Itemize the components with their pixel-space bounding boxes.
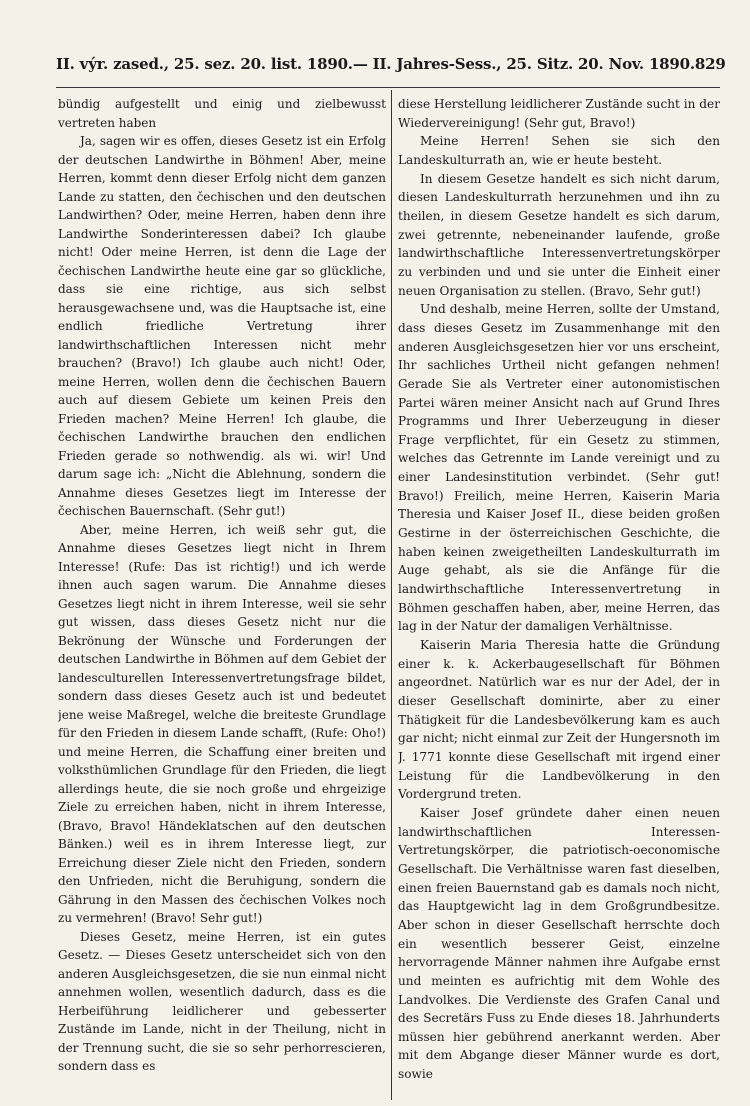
paragraph: Aber, meine Herren, ich weiß sehr gut, die Annahme dieses Gesetzes liegt nicht in Ihrem Interesse! (Rufe: Das ist richtig!) und ich werde ihnen auch sagen warum. Die Annahme dieses Gesetzes liegt nicht in ihrem Interesse, weil sie sehr gut wissen, dass dieses Gesetz nicht nur die Bekrönung der Wünsche und Forderungen der deutschen Landwirthe in Böhmen auf dem Gebiet der landesculturellen Interessenvertretungsfrage bildet, sondern dass dieses Gesetz auch ist und bedeutet jene weise Maßregel, welche die breiteste Grundlage für den Frieden in diesem Lande schafft, (Rufe: Oho!) und meine Herren, die Schaffung einer breiten und volksthümlichen Grundlage für den Frieden, die liegt allerdings heute, die sie noch große und ehrgeizige Ziele zu erreichen haben, nicht in ihrem Interesse, (Bravo, Bravo! Händeklatschen auf den deutschen Bänken.) weil es in ihrem Interesse liegt, zur Erreichung dieser Ziele nicht den Frieden, sondern den Unfrieden, nicht die Beruhigung, sondern die Gährung in den Massen des čechischen Volkes noch zu vermehren! (Bravo! Sehr gut!) [58, 522, 386, 925]
left-column [58, 95, 386, 1090]
paragraph: Meine Herren! Sehen sie sich den Landeskulturrath an, wie er heute besteht. [398, 134, 720, 167]
paragraph: Dieses Gesetz, meine Herren, ist ein gutes Gesetz. — Dieses Gesetz unterscheidet sich von den anderen Ausgleichsgesetzen, die sie nun einmal nicht annehmen wollen, wesentlich dadurch, dass es die Herbeiführung leidlicherer und gebesserter Zustände im Lande, nicht in der Theilung, nicht in der Trennung sucht, die sie so sehr perhorrescieren, sondern dass es [58, 929, 386, 1073]
paragraph: Ja, sagen wir es offen, dieses Gesetz ist ein Erfolg der deutschen Landwirthe in Böhmen! Aber, meine Herren, kommt denn dieser Erfolg nicht dem ganzen Lande zu statten, den čechischen und den deutschen Landwirthen? Oder, meine Herren, haben denn ihre Landwirthe Sonderinteressen dabei? Ich glaube nicht! Oder meine Herren, ist denn die Lage der čechischen Landwirthe heute eine gar so glückliche, dass sie eine richtige, aus sich selbst herausgewachsene und, was die Hauptsache ist, eine endlich friedliche Vertretung ihrer landwirthschaftlichen Interessen nicht mehr brauchen? (Bravo!) Ich glaube auch nicht! Oder, meine Herren, wollen denn die čechischen Bauern auch auf diesem Gebiete um keinen Preis den Frieden machen? Meine Herren! Ich glaube, die čechischen Landwirthe brauchen den endlichen Frieden gerade so nothwendig. als wi. wir! Und darum sage ich: „Nicht die Ablehnung, sondern die Annahme dieses Gesetzes liegt im Interesse der čechischen Bauernschaft. (Sehr gut!) [58, 134, 386, 518]
column-divider [391, 90, 392, 1100]
paragraph: Kaiserin Maria Theresia hatte die Gründung einer k. k. Ackerbaugesellschaft für Böhmen angeordnet. Natürlich war es nur der Adel, der in dieser Gesellschaft dominirte, aber zu einer Thätigkeit für die Landesbevölkerung kam es auch gar nicht; nicht einmal zur Zeit der Hungersnoth im J. 1771 konnte diese Gesellschaft mit irgend einer Leistung für die Landbevölkerung in den Vordergrund treten. [398, 638, 720, 802]
page-number: 829 [694, 55, 726, 73]
paragraph: bündig aufgestellt und einig und zielbewusst vertreten haben [58, 97, 386, 130]
right-column [398, 95, 720, 1090]
paragraph: diese Herstellung leidlicherer Zustände sucht in der Wiedervereinigung! (Sehr gut, Bravo!) [398, 97, 720, 130]
header-czech-session: II. výr. zased., 25. sez. 20. list. 1890. [56, 55, 353, 73]
paragraph: In diesem Gesetze handelt es sich nicht darum, diesen Landeskulturrath herzunehmen und ihn zu theilen, in diesem Gesetze handelt es sich darum, zwei getrennte, nebeneinander laufende, große landwirthschaftliche Interessenvertretungskörper zu verbinden und und sie unter die Einheit einer neuen Organisation zu stellen. (Bravo, Sehr gut!) [398, 171, 720, 298]
page-header [56, 49, 726, 79]
header-german-session: — II. Jahres-Sess., 25. Sitz. 20. Nov. 1890. [352, 55, 695, 73]
header-rule [56, 87, 720, 88]
paragraph: Kaiser Josef gründete daher einen neuen landwirthschaftlichen Interessen-Vertretungskörper, die patriotisch-oeconomische Gesellschaft. Die Verhältnisse waren fast dieselben, einen freien Bauernstand gab es damals noch nicht, das Hauptgewicht lag in dem Großgrundbesitze. Aber schon in dieser Gesellschaft herrschte doch ein wesentlich besserer Geist, einzelne hervorragende Männer nahmen ihre Aufgabe ernst und meinten es aufrichtig mit dem Wohle des Landvolkes. Die Verdienste des Grafen Canal und des Secretärs Fuss zu Ende dieses 18. Jahrhunderts müssen hier gebührend anerkannt werden. Aber mit dem Abgange dieser Männer wurde es dort, sowie [398, 805, 720, 1082]
paragraph: Und deshalb, meine Herren, sollte der Umstand, dass dieses Gesetz im Zusammenhange mit den anderen Ausgleichsgesetzen hier vor uns erscheint, Ihr sachliches Urtheil nicht gefangen nehmen! Gerade Sie als Vertreter einer autonomistischen Partei wären meiner Ansicht nach auf Grund Ihres Programms und Ihrer Ueberzeugung in dieser Frage verpflichtet, für ein Gesetz zu stimmen, welches das Getrennte im Lande vereinigt und zu einer Landesinstitution verbindet. (Sehr gut! Bravo!) Freilich, meine Herren, Kaiserin Maria Theresia und Kaiser Josef II., diese beiden großen Gestirne in der österreichischen Geschichte, die haben keinen zweigetheilten Landeskulturrath im Auge gehabt, als sie die Anfänge für die landwirthschaftliche Interessenvertretung in Böhmen geschaffen haben, aber, meine Herren, das lag in der Natur der damaligen Verhältnisse. [398, 302, 720, 634]
